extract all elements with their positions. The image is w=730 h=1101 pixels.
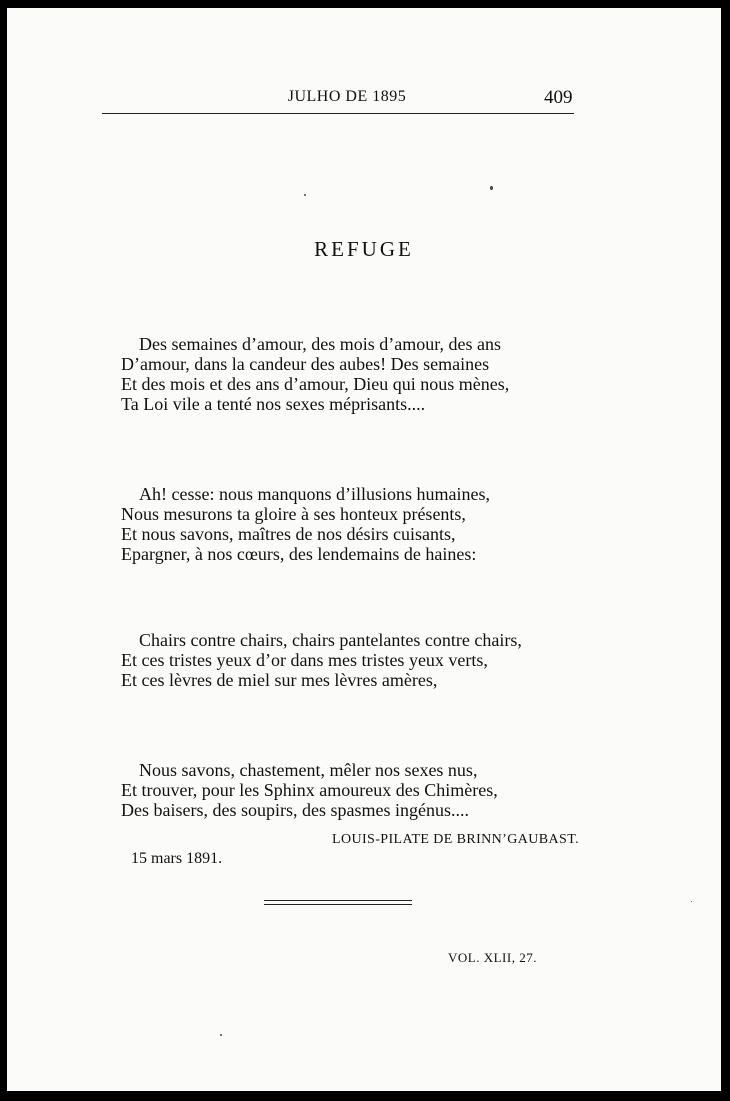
- verse-line: Nous savons, chastement, mêler nos sexes nus,: [139, 760, 478, 780]
- document-page: [7, 8, 721, 1091]
- stanza-4: [121, 760, 498, 820]
- page-number: 409: [544, 87, 573, 108]
- verse-line: Et ces tristes yeux d’or dans mes tristes yeux verts,: [121, 650, 488, 670]
- verse-line: Epargner, à nos cœurs, des lendemains de haines:: [121, 544, 477, 564]
- print-speck: [691, 901, 692, 902]
- end-rule: [264, 900, 412, 905]
- volume-signature: VOL. XLII, 27.: [448, 950, 537, 965]
- print-speck: [220, 1034, 222, 1036]
- stanza-3: [121, 630, 522, 690]
- header-rule: [102, 113, 574, 114]
- verse-line: Et ces lèvres de miel sur mes lèvres amères,: [121, 670, 438, 690]
- verse-line: Chairs contre chairs, chairs pantelantes contre chairs,: [139, 630, 522, 650]
- verse-line: Des baisers, des soupirs, des spasmes ingénus....: [121, 800, 469, 820]
- running-head: JULHO DE 1895: [287, 88, 407, 105]
- stanza-1: [121, 334, 509, 414]
- verse-line: Nous mesurons ta gloire à ses honteux présents,: [121, 504, 466, 524]
- verse-line: Et des mois et des ans d’amour, Dieu qui nous mènes,: [121, 374, 510, 394]
- poem-title: REFUGE: [314, 237, 414, 261]
- print-speck: [490, 186, 493, 190]
- poem-date: 15 mars 1891.: [131, 850, 223, 867]
- stanza-2: [121, 484, 490, 564]
- verse-line: Et nous savons, maîtres de nos désirs cuisants,: [121, 524, 456, 544]
- author-signature: LOUIS-PILATE DE BRINN’GAUBAST.: [332, 832, 580, 847]
- verse-line: Et trouver, pour les Sphinx amoureux des Chimères,: [121, 780, 498, 800]
- verse-line: D’amour, dans la candeur des aubes! Des semaines: [121, 354, 490, 374]
- verse-line: Ah! cesse: nous manquons d’illusions humaines,: [139, 484, 490, 504]
- verse-line: Des semaines d’amour, des mois d’amour, des ans: [139, 334, 501, 354]
- print-speck: [304, 194, 306, 196]
- verse-line: Ta Loi vile a tenté nos sexes méprisants....: [121, 394, 426, 414]
